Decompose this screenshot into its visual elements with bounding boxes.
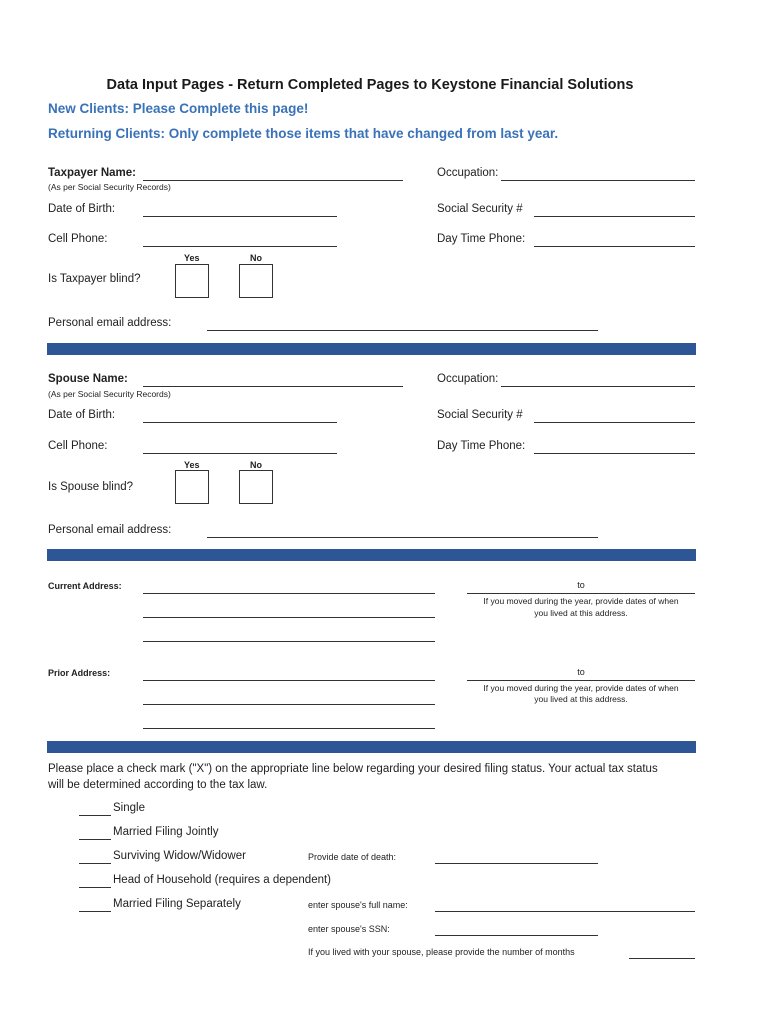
taxpayer-ssn-label: Social Security # bbox=[437, 203, 523, 215]
section-divider-2 bbox=[47, 549, 696, 561]
spouse-blind-label: Is Spouse blind? bbox=[48, 481, 134, 493]
prior-address-note-1: If you moved during the year, provide dates of when bbox=[483, 683, 679, 693]
taxpayer-name-note: (As per Social Security Records) bbox=[48, 182, 171, 192]
taxpayer-name-field[interactable] bbox=[143, 180, 403, 181]
taxpayer-yes-label: Yes bbox=[184, 253, 200, 263]
filing-option-mfj: Married Filing Jointly bbox=[113, 826, 219, 838]
taxpayer-email-label: Personal email address: bbox=[48, 317, 172, 329]
current-address-note-2: you lived at this address. bbox=[534, 608, 628, 618]
taxpayer-blind-no-checkbox[interactable] bbox=[239, 264, 273, 298]
taxpayer-occupation-field[interactable] bbox=[501, 180, 695, 181]
taxpayer-day-phone-label: Day Time Phone: bbox=[437, 233, 526, 245]
current-address-line-3[interactable] bbox=[143, 641, 435, 642]
spouse-full-name-field[interactable] bbox=[435, 911, 695, 912]
filing-instructions-line-2: will be determined according to the tax law. bbox=[48, 779, 268, 791]
prior-address-note-2: you lived at this address. bbox=[534, 694, 628, 704]
taxpayer-ssn-field[interactable] bbox=[534, 216, 695, 217]
page-title: Data Input Pages - Return Completed Pages to Keystone Financial Solutions bbox=[106, 77, 634, 93]
current-address-note-1: If you moved during the year, provide dates of when bbox=[483, 596, 679, 606]
prior-address-dates-field[interactable] bbox=[467, 680, 695, 681]
filing-option-hoh: Head of Household (requires a dependent) bbox=[113, 874, 332, 886]
filing-instructions-line-1: Please place a check mark ("X") on the appropriate line below regarding your desired filing status. Your actual tax status bbox=[48, 763, 658, 775]
taxpayer-day-phone-field[interactable] bbox=[534, 246, 695, 247]
filing-mfj-checkline[interactable] bbox=[79, 839, 111, 840]
spouse-occupation-field[interactable] bbox=[501, 386, 695, 387]
spouse-full-name-label: enter spouse's full name: bbox=[308, 900, 408, 910]
spouse-name-note: (As per Social Security Records) bbox=[48, 389, 171, 399]
filing-mfs-checkline[interactable] bbox=[79, 911, 111, 912]
filing-option-widow: Surviving Widow/Widower bbox=[113, 850, 246, 862]
section-divider-1 bbox=[47, 343, 696, 355]
taxpayer-dob-label: Date of Birth: bbox=[48, 203, 116, 215]
filing-widow-checkline[interactable] bbox=[79, 863, 111, 864]
returning-clients-note: Returning Clients: Only complete those items that have changed from last year. bbox=[48, 126, 559, 141]
prior-address-label: Prior Address: bbox=[48, 668, 111, 678]
taxpayer-name-label: Taxpayer Name: bbox=[48, 167, 136, 179]
taxpayer-no-label: No bbox=[250, 253, 262, 263]
prior-address-to-label: to bbox=[577, 667, 585, 677]
spouse-email-field[interactable] bbox=[207, 537, 598, 538]
spouse-name-label: Spouse Name: bbox=[48, 373, 128, 385]
death-date-field[interactable] bbox=[435, 863, 598, 864]
taxpayer-occupation-label: Occupation: bbox=[437, 167, 499, 179]
filing-option-single: Single bbox=[113, 802, 145, 814]
current-address-line-2[interactable] bbox=[143, 617, 435, 618]
taxpayer-email-field[interactable] bbox=[207, 330, 598, 331]
prior-address-line-3[interactable] bbox=[143, 728, 435, 729]
spouse-cell-label: Cell Phone: bbox=[48, 440, 108, 452]
filing-single-checkline[interactable] bbox=[79, 815, 111, 816]
new-clients-note: New Clients: Please Complete this page! bbox=[48, 101, 309, 116]
taxpayer-blind-yes-checkbox[interactable] bbox=[175, 264, 209, 298]
taxpayer-cell-field[interactable] bbox=[143, 246, 337, 247]
spouse-ssn-field[interactable] bbox=[534, 422, 695, 423]
spouse-blind-yes-checkbox[interactable] bbox=[175, 470, 209, 504]
months-lived-label: If you lived with your spouse, please provide the number of months bbox=[308, 947, 575, 957]
spouse-no-label: No bbox=[250, 460, 262, 470]
current-address-dates-field[interactable] bbox=[467, 593, 695, 594]
filing-hoh-checkline[interactable] bbox=[79, 887, 111, 888]
section-divider-3 bbox=[47, 741, 696, 753]
prior-address-line-1[interactable] bbox=[143, 680, 435, 681]
spouse-occupation-label: Occupation: bbox=[437, 373, 499, 385]
spouse-ssn-label: Social Security # bbox=[437, 409, 523, 421]
taxpayer-dob-field[interactable] bbox=[143, 216, 337, 217]
current-address-label: Current Address: bbox=[48, 581, 122, 591]
months-lived-field[interactable] bbox=[629, 958, 695, 959]
spouse-yes-label: Yes bbox=[184, 460, 200, 470]
filing-option-mfs: Married Filing Separately bbox=[113, 898, 241, 910]
spouse-dob-label: Date of Birth: bbox=[48, 409, 116, 421]
death-date-label: Provide date of death: bbox=[308, 852, 397, 862]
taxpayer-cell-label: Cell Phone: bbox=[48, 233, 108, 245]
prior-address-line-2[interactable] bbox=[143, 704, 435, 705]
spouse-day-phone-field[interactable] bbox=[534, 453, 695, 454]
current-address-line-1[interactable] bbox=[143, 593, 435, 594]
current-address-to-label: to bbox=[577, 580, 585, 590]
spouse-day-phone-label: Day Time Phone: bbox=[437, 440, 526, 452]
spouse-ssn-entry-field[interactable] bbox=[435, 935, 598, 936]
spouse-email-label: Personal email address: bbox=[48, 524, 172, 536]
spouse-name-field[interactable] bbox=[143, 386, 403, 387]
spouse-cell-field[interactable] bbox=[143, 453, 337, 454]
spouse-ssn-entry-label: enter spouse's SSN: bbox=[308, 924, 390, 934]
taxpayer-blind-label: Is Taxpayer blind? bbox=[48, 273, 141, 285]
spouse-dob-field[interactable] bbox=[143, 422, 337, 423]
spouse-blind-no-checkbox[interactable] bbox=[239, 470, 273, 504]
